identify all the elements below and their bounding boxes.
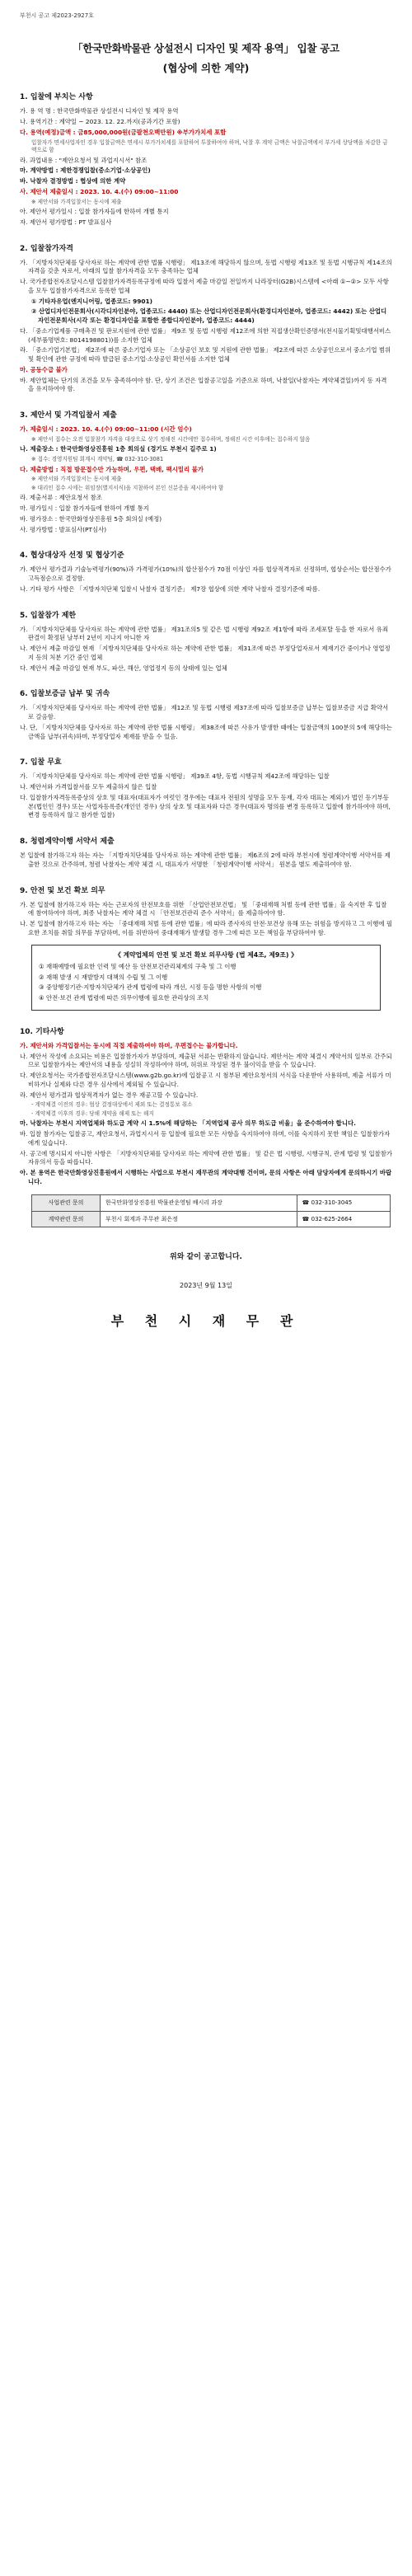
s7-line: 가. 「지방자치단체를 당사자로 하는 계약에 관한 법률 시행령」 제39조 4항, 동법 시행규칙 제42조에 해당하는 입찰 <box>20 772 330 781</box>
s10-line: 사. 공고에 명시되지 아니한 사항은 「지방자치단체를 당사자로 하는 계약에 관한 법률」 및 같은 법 시행령, 시행규칙, 관계 법령 및 입찰참가자유의서 등을 따릅니다. <box>20 1149 392 1166</box>
notice-title: 「한국만화박물관 상설전시 디자인 및 제작 용역」 입찰 공고 <box>73 42 339 55</box>
s2-line: 마. 공동수급 불가 <box>20 365 68 373</box>
s6-line: 가. 「지방자치단체를 당사자로 하는 계약에 관한 법률」 제12조 및 동법 시행령 제37조에 따라 입찰보증금 납부는 입찰보증금 지급 확약서로 갈음함. <box>20 704 389 721</box>
contact-dept: 부천시 회계과 주무관 최은정 <box>101 1211 297 1227</box>
s10-line: 라. 제안서 평가결과 협상적격자가 없는 경우 재공고할 수 있습니다. <box>20 1091 199 1099</box>
section-7-title: 7. 입찰 무효 <box>20 758 62 767</box>
section-5-title: 5. 입찰참가 제한 <box>20 611 77 620</box>
s10-line: 다. 제안요청서는 국가종합전자조달시스템(www.g2b.go.kr)에 입찰공고 시 첨부된 제안요청서의 서식을 다운받아 사용하며, 제출 서류가 미비하거나 실제와 다른 경우 심사에서 제외될 수 있습니다. <box>20 1072 391 1088</box>
s1-line: 나. 용역기간 : 계약일 ~ 2023. 12. 22.까지(공과기간 포함) <box>20 118 180 126</box>
section-6 <box>20 689 392 741</box>
s1-line: 라. 과업내용 : "제안요청서 및 과업지시서" 참조 <box>20 156 147 164</box>
s1-note: ※ 제안서와 가격입찰서는 동시에 제출 <box>31 198 122 205</box>
safety-box-title: 《 계약업체의 안전 및 보건 확보 의무사항 (법 제4조, 제9조) 》 <box>115 950 297 959</box>
section-9 <box>20 886 392 1011</box>
contact-tel: ☎ 032-625-2664 <box>297 1211 390 1227</box>
s10-line: 가. 제안서와 가격입찰서는 동시에 직접 제출하여야 하며, 우편접수는 불가합니다. <box>20 1041 238 1049</box>
s9-line: 가. 본 입찰에 참가하고자 하는 자는 근로자의 안전보호를 위한 「산업안전보건법」 및 「중대재해 처벌 등에 관한 법률」을 숙지한 후 입찰에 참여하여야 하며, 최종 낙찰자는 계약 체결 시 「안전보건관리 준수 서약서」를 제출하여야 함. <box>20 900 387 917</box>
table-row <box>32 1211 391 1227</box>
notice-page <box>20 12 392 1331</box>
s10-line: 아. 본 용역은 한국만화영상진흥원에서 시행하는 사업으로 부천시 재무관의 계약대행 건이며, 문의 사항은 아래 담당자에게 문의하시기 바랍니다. <box>20 1169 392 1185</box>
section-8-title: 8. 청렴계약이행 서약서 제출 <box>20 838 115 847</box>
s3-line: 라. 제출서류 : 제안요청서 참조 <box>20 494 102 502</box>
s3-line: 가. 제출일시 : 2023. 10. 4.(수) 09:00~11:00 (시간 엄수) <box>20 425 192 434</box>
title-block <box>20 41 392 76</box>
s1-line: 아. 제안서 평가일시 : 입찰 참가자들에 한하여 개별 통지 <box>20 208 169 216</box>
contact-table <box>31 1194 391 1227</box>
s3-note: ※ 접수: 경영지원팀 회계시 계약팀, ☎ 032-310-3081 <box>31 456 164 463</box>
contact-dept: 한국만화영상진흥원 박물관운영팀 배시리 과장 <box>101 1195 297 1211</box>
s3-line: 마. 평가일시 : 입찰 참가자들에 한하여 개별 통지 <box>20 504 149 513</box>
section-9-title: 9. 안전 및 보건 확보 의무 <box>20 886 105 895</box>
contact-label: 계약관련 문의 <box>32 1211 101 1227</box>
s3-line: 나. 제출장소 : 한국만화영상진흥원 1층 회의실 (경기도 부천시 길주로 1) <box>20 445 217 453</box>
safety-item: ④ 안전·보건 관계 법령에 따른 의무이행에 필요한 관리상의 조치 <box>39 994 209 1002</box>
notice-subtitle: (협상에 의한 계약) <box>162 62 250 75</box>
section-1-title: 1. 입찰에 부치는 사항 <box>20 93 93 102</box>
s3-note: ※ 대리인 접수 시에는 위임장(별지서식)을 지참하여 본인 신분증을 제시하여야 함 <box>31 484 224 491</box>
s3-line: 사. 평가방법 : 발표심사(PT심사) <box>20 525 107 533</box>
s2-line: 바. 제안업체는 단기의 조건을 모두 충족하여야 함. 단, 상기 조건은 입찰공고일을 기준으로 하며, 낙찰일(낙찰자는 계약체결일)까지 동 자격을 유지하여야 함. <box>20 376 387 393</box>
s2-sub: ① 기타자유업(엔지니어링, 업종코드: 9901) <box>31 297 153 305</box>
section-1 <box>20 92 392 227</box>
s3-line: 다. 제출방법 : 직접 방문접수만 가능하며, 우편, 택배, 팩시밀리 불가 <box>20 465 204 473</box>
s2-line: 나. 국가종합전자조달시스템 입찰참가자격등록규정에 따라 입찰서 제출 마감일 전일까지 나라장터(G2B)시스템에 <아래 ①~②> 모두 사항을 모두 입찰참가자격으로 등록한 업체 <box>20 278 389 294</box>
s5-line: 나. 제안서 제출 마감일 현재 「지방자치단체를 당사자로 하는 계약에 관한 법률」 제31조에 따른 부정당업자로서 제재기간 중이거나 영업정지 등의 처분 기간 중인 업체 <box>20 645 391 661</box>
s5-line: 가. 「지방자치단체를 당사자로 하는 계약에 관한 법률」 제31조의5 및 같은 법 시행령 제92조 제1항에 따라 조세포탈 등을 한 자로서 유죄판결이 확정된 날부터 2년이 지나지 아니한 자 <box>20 625 388 642</box>
s1-line: 가. 용 역 명 : 한국만화박물관 상설전시 디자인 및 제작 용역 <box>20 107 179 115</box>
section-2 <box>20 244 392 394</box>
s1-note: 입찰자가 면세사업자인 경우 입찰금액은 면세시 부가가치세를 포함하여 투찰하여야 하며, 낙찰 후 계약 금액은 낙찰금액에서 부가세 상당액을 차감한 금액으로 함 <box>31 138 388 154</box>
s3-note: ※ 제안서와 가격입찰서는 동시에 제출 <box>31 476 122 483</box>
s3-note: ※ 제안서 접수는 오전 입찰참가 자격을 대상으로 상기 정해진 시간에만 접수하며, 정해진 시간 이후에는 접수하지 않음 <box>31 435 311 443</box>
safety-item: ③ 중앙행정기관·지방자치단체가 관계 법령에 따라 개선, 시정 등을 명한 사항의 이행 <box>39 983 262 992</box>
s1-line: 다. 용역(예정)금액 : 금85,000,000원(금팔천오백만원) ※부가가치세 포함 <box>20 128 227 136</box>
section-3-title: 3. 제안서 및 가격입찰서 제출 <box>20 411 117 420</box>
s7-line: 나. 제안서와 가격입찰서를 모두 제출하지 않은 입찰 <box>20 783 157 791</box>
s2-line: 가. 「지방자치단체를 당사자로 하는 계약에 관한 법률 시행령」 제13조에 해당하지 않으며, 동법 시행령 제13조 및 동법 시행규칙 제14조의 자격을 갖춘 자로서, 아래의 입찰 참가자격을 모두 충족하는 업체 <box>20 258 392 275</box>
section-10-title: 10. 기타사항 <box>20 1027 64 1036</box>
s10-line: 바. 입찰 참가자는 입찰공고, 제안요청서, 과업지시서 등 입찰에 필요한 모든 사항을 숙지하여야 하며, 이를 숙지하지 못한 책임은 입찰참가자에게 있습니다. <box>20 1130 391 1147</box>
s9-line: 나. 본 입찰에 참가하고자 하는 자는 「중대재해 처벌 등에 관한 법률」에 따라 종사자의 안전·보건상 유해 또는 위험을 방지하고 그 이행에 필요한 조치를 취할 의무를 부담하며, 이를 위반하여 중대재해가 발생할 경우 그에 따른 모든 책임을 부담하여야 함. <box>20 920 392 936</box>
contact-tel: ☎ 032-310-3045 <box>297 1195 390 1211</box>
s2-line: 다. 「중소기업제품 구매촉진 및 판로지원에 관한 법률」 제9조 및 동법 시행령 제12조에 의한 직접생산확인증명서(전시물기획및대행서비스(세부품명번호: 8014198801))를 소지한 업체 <box>20 326 391 344</box>
table-row <box>32 1195 391 1211</box>
s5-line: 다. 제안서 제출 마감일 현재 부도, 파산, 해산, 영업정지 등의 상태에 있는 업체 <box>20 664 227 672</box>
section-4 <box>20 551 392 594</box>
section-5 <box>20 611 392 673</box>
s7-line: 다. 입찰참가자격등록증상의 상호 및 대표자(대표자가 여럿인 경우에는 대표자 전원의 성명을 모두 등재, 각자 대표는 제외)가 법인 등기부등본(법인인 경우) 또는 사업자등록증(개인인 경우) 상의 상호 및 대표자와 다른 경우(대표자 명의를 변경 등록하고 입찰에 참가하여야 하며, 변경 등록하지 않고 참가한 입찰) <box>20 793 391 819</box>
s1-line: 사. 제안서 제출일시 : 2023. 10. 4.(수) 09:00~11:00 <box>20 187 179 195</box>
s10-note: - 계약체결 이전의 경우: 협상 결정대상에서 제외 또는 결정통보 취소 <box>31 1101 193 1109</box>
s6-line: 나. 단, 「지방자치단체를 당사자로 하는 계약에 관한 법률 시행령」 제38조에 따른 사유가 발생한 때에는 입찰금액의 100분의 5에 해당하는 금액을 납부(귀속)하며, 부정당업자 제재를 받을 수 있음. <box>20 723 392 740</box>
s1-line: 바. 낙찰자 결정방법 : 협상에 의한 계약 <box>20 177 126 185</box>
s8-line: 본 입찰에 참가하고자 하는 자는 「지방자치단체를 당사자로 하는 계약에 관한 법률」 제6조의 2에 따라 부천시에 청렴계약이행 서약서를 제출한 것으로 간주하며, 청렴 낙찰자는 계약 체결 시, 대표자가 서명한 「청렴계약이행 서약서」 원본을 별도 제출하여야 함. <box>20 852 391 868</box>
s1-line: 자. 제안서 평가방법 : PT 발표심사 <box>20 218 112 226</box>
safety-duty-box <box>31 945 381 1011</box>
contact-label: 사업관련 문의 <box>32 1195 101 1211</box>
s10-note: - 계약체결 이후의 경우: 당해 계약을 해제 또는 해지 <box>31 1110 154 1117</box>
section-6-title: 6. 입찰보증금 납부 및 귀속 <box>20 690 110 699</box>
s4-line: 나. 기타 평가 사항은 「지방자치단체 입찰시 낙찰자 결정기준」 제7장 협상에 의한 계약 낙찰자 결정기준에 따름. <box>20 584 321 593</box>
s1-line: 마. 계약방법 : 제한경쟁입찰(중소기업·소상공인) <box>20 167 151 175</box>
section-3 <box>20 411 392 534</box>
notice-date: 2023년 9월 13일 <box>180 1281 232 1289</box>
s2-sub: ② 산업디자인전문회사(시각디자인분야, 업종코드: 4440) 또는 산업디자인전문회사(환경디자인분야, 업종코드: 4442) 또는 산업디자인전문회사(시각 또는 환경디자인을 포함한 종합디자인분야, 업종코드: 4444) <box>31 307 387 325</box>
section-8 <box>20 837 392 870</box>
closing-text: 위와 같이 공고합니다. <box>170 1252 242 1261</box>
s2-line: 라. 「중소기업기본법」 제2조에 따른 중소기업자 또는 「소상공인 보호 및 지원에 관한 법률」 제2조에 따른 소상공인으로서 중소기업 범위 및 확인에 관한 규정에 따라 발급된 중소기업·소상공인 확인서를 소지한 업체 <box>20 346 391 364</box>
issuer-name: 부 천 시 재 무 관 <box>110 1313 302 1330</box>
notice-number: 부천시 공고 제2023-2927호 <box>20 12 94 19</box>
section-2-title: 2. 입찰참가자격 <box>20 244 73 253</box>
safety-item: ① 재해예방에 필요한 인력 및 예산 등 안전보건관리체계의 구축 및 그 이행 <box>39 962 236 970</box>
section-10 <box>20 1027 392 1227</box>
section-4-title: 4. 협상대상자 선정 및 협상기준 <box>20 551 124 561</box>
s10-line: 나. 제안서 작성에 소요되는 비용은 입찰참가자가 부담하며, 제출된 서류는 반환하지 않습니다. 제안서는 계약 체결시 계약서의 일부로 간주되므로 입찰참가자는 제안서의 내용을 성실히 작성하여야 하며, 허위로 작성된 경우 불이익을 받을 수 있습니다. <box>20 1052 392 1069</box>
s10-line: 마. 낙찰자는 부천시 지역업체와 하도급 계약 시 1.5%에 해당하는 「지역업체 공사 의무 하도급 비율」을 준수하여야 합니다. <box>20 1119 356 1128</box>
s3-line: 바. 평가장소 : 한국만화영상진흥원 5층 회의실 (예정) <box>20 514 162 523</box>
section-7 <box>20 758 392 820</box>
s4-line: 가. 제안서 평가결과 기술능력평가(90%)과 가격평가(10%)의 합산점수가 70점 이상인 자를 협상적격자로 선정하며, 협상순서는 합산점수가 고득점순으로 결정함. <box>20 565 391 583</box>
safety-item: ② 재해 발생 시 재발방지 대책의 수립 및 그 이행 <box>39 973 168 981</box>
